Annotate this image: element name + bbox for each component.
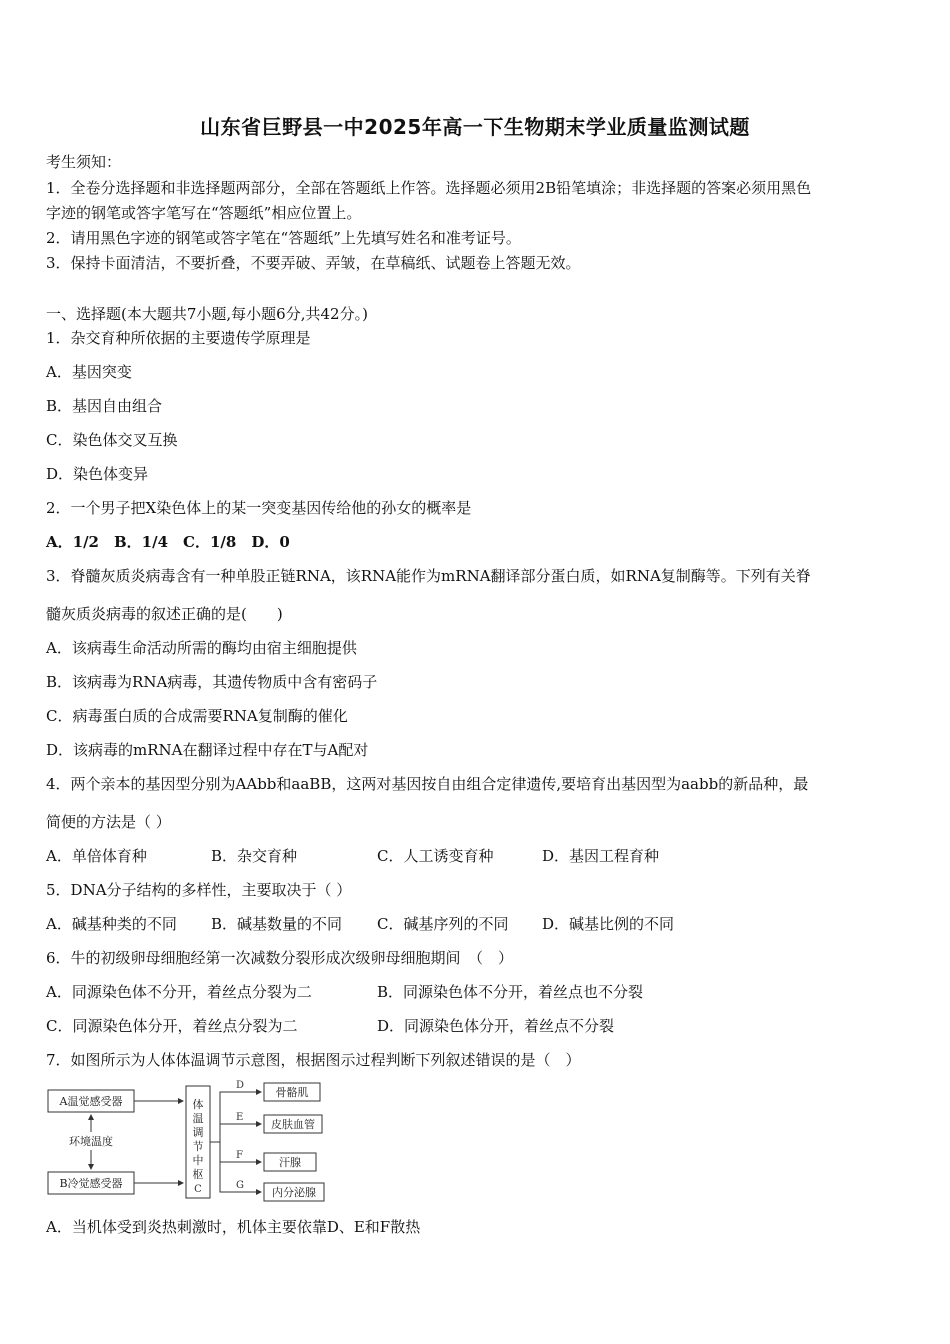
- q1-stem: 1．杂交育种所依据的主要遗传学原理是: [46, 329, 311, 347]
- notice-item-3: 3．保持卡面清洁，不要折叠，不要弄破、弄皱，在草稿纸、试题卷上答题无效。: [46, 254, 581, 272]
- q3-option-a: A．该病毒生命活动所需的酶均由宿主细胞提供: [46, 639, 357, 657]
- q7-stem: 7．如图所示为人体体温调节示意图，根据图示过程判断下列叙述错误的是（ ）: [46, 1051, 581, 1069]
- center-letter-c: C: [194, 1184, 202, 1195]
- q2-options: A．1/2 B．1/4 C．1/8 D．0: [46, 533, 290, 551]
- effector-skin-vessels: 皮肤血管: [271, 1118, 315, 1131]
- q3-option-b: B．该病毒为RNA病毒，其遗传物质中含有密码子: [46, 673, 378, 691]
- q5-option-b: B．碱基数量的不同: [211, 915, 343, 933]
- center-char-1: 体: [192, 1098, 204, 1111]
- q3-option-d: D．该病毒的mRNA在翻译过程中存在T与A配对: [46, 741, 369, 759]
- q4-stem-line1: 4．两个亲本的基因型分别为AAbb和aaBB，这两对基因按自由组合定律遗传,要培育出基因型为aabb的新品种，最: [46, 775, 809, 793]
- q5-option-c: C．碱基序列的不同: [377, 915, 509, 933]
- notice-heading: 考生须知：: [46, 153, 122, 171]
- q4-option-a: A．单倍体育种: [46, 847, 147, 865]
- effector-endocrine-gland: 内分泌腺: [272, 1186, 316, 1199]
- env-temp-label: 环境温度: [69, 1135, 113, 1148]
- q4-stem-line2: 简便的方法是（ ）: [46, 813, 171, 831]
- q1-option-b: B．基因自由组合: [46, 397, 163, 415]
- q1-option-a: A．基因突变: [46, 363, 132, 381]
- q4-option-b: B．杂交育种: [211, 847, 298, 865]
- notice-item-1-cont: 字迹的钢笔或答字笔写在“答题纸”相应位置上。: [46, 204, 362, 222]
- thermoregulation-diagram: [46, 1078, 336, 1206]
- letter-g: G: [236, 1180, 244, 1191]
- q3-stem-line2: 髓灰质炎病毒的叙述正确的是( ): [46, 605, 283, 623]
- letter-d: D: [236, 1080, 245, 1091]
- q1-option-d: D．染色体变异: [46, 465, 149, 483]
- center-char-5: 中: [192, 1154, 204, 1167]
- effector-sweat-gland: 汗腺: [279, 1156, 301, 1169]
- effector-skeletal-muscle: 骨骼肌: [275, 1086, 309, 1099]
- q2-stem: 2．一个男子把X染色体上的某一突变基因传给他的孙女的概率是: [46, 499, 472, 517]
- page-title: 山东省巨野县一中2025年高一下生物期末学业质量监测试题: [200, 115, 750, 139]
- letter-e: E: [236, 1112, 244, 1123]
- q6-option-c: C．同源染色体分开，着丝点分裂为二: [46, 1017, 298, 1035]
- q5-option-a: A．碱基种类的不同: [46, 915, 177, 933]
- section-heading: 一、选择题(本大题共7小题,每小题6分,共42分。): [46, 305, 368, 323]
- center-char-3: 调: [192, 1126, 204, 1139]
- receptor-b-label: B冷觉感受器: [59, 1177, 123, 1190]
- q7-option-a: A．当机体受到炎热刺激时，机体主要依靠D、E和F散热: [46, 1218, 421, 1236]
- q6-option-b: B．同源染色体不分开，着丝点也不分裂: [377, 983, 644, 1001]
- q3-stem-line1: 3．脊髓灰质炎病毒含有一种单股正链RNA，该RNA能作为mRNA翻译部分蛋白质，如RNA复制酶等。下列有关脊: [46, 567, 811, 585]
- receptor-a-label: A温觉感受器: [59, 1095, 123, 1108]
- center-char-4: 节: [192, 1140, 204, 1153]
- notice-item-2: 2．请用黑色字迹的钢笔或答字笔在“答题纸”上先填写姓名和准考证号。: [46, 229, 521, 247]
- q6-stem: 6．牛的初级卵母细胞经第一次减数分裂形成次级卵母细胞期间 （ ）: [46, 949, 514, 967]
- notice-item-1: 1．全卷分选择题和非选择题两部分，全部在答题纸上作答。选择题必须用2B铅笔填涂；非选择题的答案必须用黑色: [46, 179, 812, 197]
- q6-option-d: D．同源染色体分开，着丝点不分裂: [377, 1017, 615, 1035]
- q5-option-d: D．碱基比例的不同: [542, 915, 675, 933]
- q1-option-c: C．染色体交叉互换: [46, 431, 178, 449]
- q4-option-c: C．人工诱变育种: [377, 847, 494, 865]
- q5-stem: 5．DNA分子结构的多样性，主要取决于（ ）: [46, 881, 352, 899]
- letter-f: F: [236, 1150, 243, 1161]
- center-char-6: 枢: [192, 1168, 204, 1181]
- center-char-2: 温: [192, 1112, 204, 1125]
- q4-option-d: D．基因工程育种: [542, 847, 660, 865]
- q6-option-a: A．同源染色体不分开，着丝点分裂为二: [46, 983, 312, 1001]
- q3-option-c: C．病毒蛋白质的合成需要RNA复制酶的催化: [46, 707, 348, 725]
